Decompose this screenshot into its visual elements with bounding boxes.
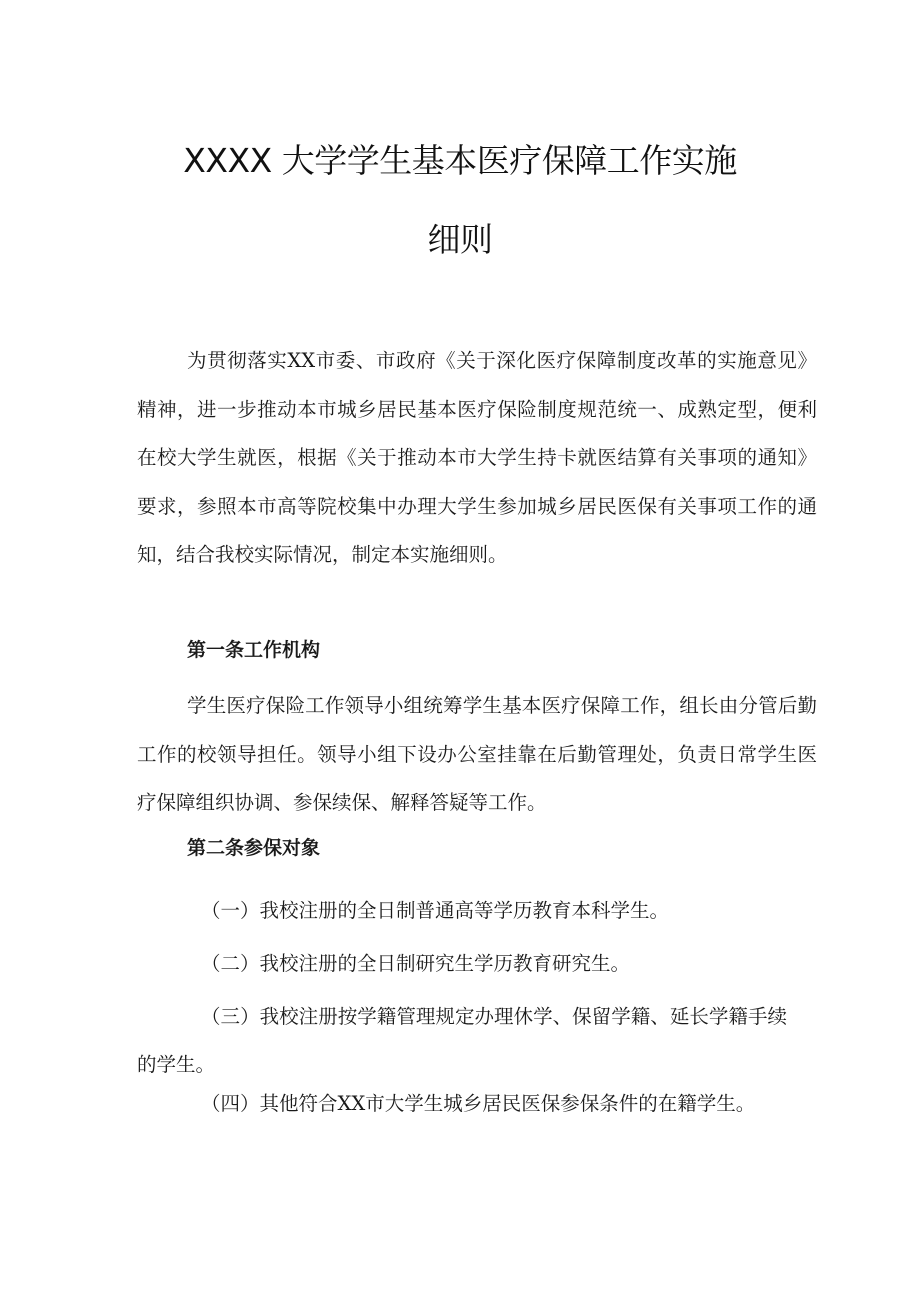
document-title-line-2: 细则 [427, 220, 493, 259]
list-item [137, 1086, 787, 1122]
list-item [137, 887, 787, 935]
article-2-item-2: （二）我校注册的全日制研究生学历教育研究生。 [201, 952, 631, 975]
intro-paragraph: 为贯彻落实XX市委、市政府《关于深化医疗保障制度改革的实施意见》精神，进一步推动本市城乡居民基本医疗保险制度规范统一、成熟定型，便利在校大学生就医，根据《关于推动本市大学生持卡就医结算有关事项的通知》要求，参照本市高等院校集中办理大学生参加城乡居民医保有关事项工作的通知，结合我校实际情况，制定本实施细则。 [137, 349, 817, 567]
list-item [137, 940, 787, 988]
document-title-line-1: XXXX 大学学生基本医疗保障工作实施 [183, 141, 737, 180]
article-2-heading: 第二条参保对象 [187, 837, 321, 859]
article-1-section [137, 682, 817, 828]
intro-section [137, 337, 817, 580]
article-1-heading: 第一条工作机构 [187, 639, 321, 661]
article-2-item-3: （三）我校注册按学籍管理规定办理休学、保留学籍、延长学籍手续的学生。 [137, 1005, 787, 1076]
article-2-item-4: （四）其他符合XX市大学生城乡居民医保参保条件的在籍学生。 [201, 1092, 756, 1115]
list-item [137, 993, 787, 1089]
article-1-paragraph: 学生医疗保险工作领导小组统筹学生基本医疗保障工作，组长由分管后勤工作的校领导担任。领导小组下设办公室挂靠在后勤管理处，负责日常学生医疗保障组织协调、参保续保、解释答疑等工作。 [137, 694, 817, 815]
article-2-item-1: （一）我校注册的全日制普通高等学历教育本科学生。 [201, 899, 670, 922]
